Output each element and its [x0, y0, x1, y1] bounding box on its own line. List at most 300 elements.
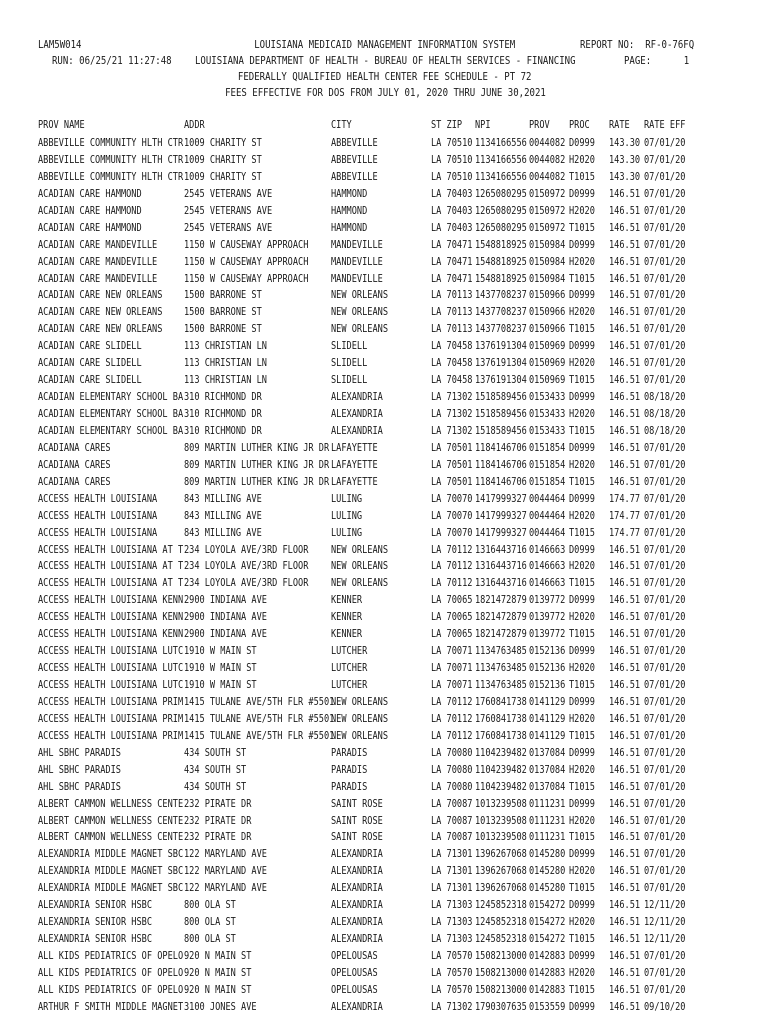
cell-addr: 1009 CHARITY ST — [184, 153, 262, 166]
cell-st-zip: LA 70080 — [431, 763, 473, 776]
cell-npi: 1508213000 — [475, 966, 527, 979]
cell-st-zip: LA 71302 — [431, 408, 473, 420]
cell-rate-eff: 07/01/20 — [644, 729, 686, 742]
cell-prov-id: 0142883 — [529, 950, 566, 962]
cell-rate: 174.77 — [609, 509, 641, 522]
cell-city: ABBEVILLE — [331, 137, 378, 149]
table-row — [38, 779, 728, 796]
cell-city: LULING — [331, 509, 363, 522]
cell-st-zip: LA 71301 — [431, 882, 473, 895]
cell-prov-name: ACADIAN CARE MANDEVILLE — [38, 238, 158, 251]
cell-addr: 113 CHRISTIAN LN — [184, 340, 267, 353]
cell-npi: 1790307635 — [475, 1000, 527, 1013]
table-row — [38, 863, 728, 880]
cell-st-zip: LA 70087 — [431, 797, 473, 810]
cell-rate-eff: 07/01/20 — [644, 306, 686, 319]
cell-prov-id: 0152136 — [529, 662, 566, 675]
cell-npi: 1396267068 — [475, 882, 527, 895]
cell-prov-name: ACADIAN CARE NEW ORLEANS — [38, 306, 163, 319]
cell-prov-name: ALL KIDS PEDIATRICS OF OPELO — [38, 966, 184, 979]
table-row — [38, 389, 728, 406]
cell-prov-id: 0153433 — [529, 424, 566, 437]
table-row — [38, 829, 728, 846]
cell-npi: 1518589456 — [475, 391, 527, 404]
cell-addr: 232 PIRATE DR — [184, 797, 252, 810]
cell-proc-code: H2020 — [569, 509, 595, 522]
cell-prov-name: ACCESS HEALTH LOUISIANA AT T — [38, 577, 184, 590]
cell-prov-id: 0154272 — [529, 916, 566, 929]
cell-prov-id: 0044082 — [529, 170, 566, 183]
cell-city: SAINT ROSE — [331, 797, 383, 810]
cell-prov-name: ALL KIDS PEDIATRICS OF OPELO — [38, 983, 184, 996]
cell-st-zip: LA 70113 — [431, 289, 473, 302]
cell-rate-eff: 07/01/20 — [644, 560, 686, 573]
cell-st-zip: LA 70570 — [431, 966, 473, 979]
cell-rate: 146.51 — [609, 374, 641, 387]
cell-rate-eff: 07/01/20 — [644, 611, 686, 624]
cell-prov-id: 0150969 — [529, 374, 566, 387]
cell-st-zip: LA 70070 — [431, 492, 473, 505]
cell-city: NEW ORLEANS — [331, 577, 389, 590]
cell-rate-eff: 07/01/20 — [644, 966, 686, 979]
cell-addr: 920 N MAIN ST — [184, 966, 252, 979]
table-row — [38, 965, 728, 982]
cell-prov-name: ACCESS HEALTH LOUISIANA — [38, 492, 158, 505]
cell-city: NEW ORLEANS — [331, 695, 389, 708]
table-row — [38, 186, 728, 203]
cell-rate-eff: 07/01/20 — [644, 797, 686, 810]
cell-st-zip: LA 70501 — [431, 441, 473, 454]
cell-proc-code: D0999 — [569, 899, 595, 912]
cell-rate: 146.51 — [609, 763, 641, 776]
cell-rate: 146.51 — [609, 340, 641, 353]
cell-npi: 1548818925 — [475, 238, 527, 251]
cell-st-zip: LA 70510 — [431, 170, 473, 183]
cell-city: LUTCHER — [331, 662, 368, 675]
cell-st-zip: LA 70065 — [431, 628, 473, 641]
cell-rate: 146.51 — [609, 204, 641, 217]
cell-prov-id: 0153433 — [529, 408, 566, 420]
cell-city: SLIDELL — [331, 374, 368, 387]
cell-proc-code: H2020 — [569, 763, 595, 776]
cell-rate-eff: 07/01/20 — [644, 662, 686, 675]
table-row — [38, 626, 728, 643]
cell-npi: 1417999327 — [475, 492, 527, 505]
cell-city: SAINT ROSE — [331, 814, 383, 827]
cell-st-zip: LA 70403 — [431, 221, 473, 234]
cell-rate: 146.51 — [609, 323, 641, 336]
cell-st-zip: LA 70071 — [431, 645, 473, 658]
cell-city: NEW ORLEANS — [331, 712, 389, 725]
cell-addr: 310 RICHMOND DR — [184, 408, 262, 420]
cell-rate-eff: 07/01/20 — [644, 475, 686, 488]
cell-prov-id: 0154272 — [529, 933, 566, 946]
cell-npi: 1184146706 — [475, 458, 527, 471]
cell-npi: 1316443716 — [475, 577, 527, 590]
table-row — [38, 406, 728, 423]
cell-st-zip: LA 70112 — [431, 729, 473, 742]
table-row — [38, 220, 728, 237]
cell-prov-id: 0137084 — [529, 780, 566, 793]
cell-addr: 1415 TULANE AVE/5TH FLR #5501 — [184, 695, 335, 708]
report-title-line-2: LOUISIANA DEPARTMENT OF HEALTH - BUREAU OF HEALTH SERVICES - FINANCING — [194, 55, 576, 67]
cell-proc-code: T1015 — [569, 526, 595, 539]
cell-rate-eff: 07/01/20 — [644, 865, 686, 878]
cell-prov-name: ARTHUR F SMITH MIDDLE MAGNET — [38, 1000, 184, 1013]
cell-city: ALEXANDRIA — [331, 865, 383, 878]
table-row — [38, 440, 728, 457]
cell-addr: 113 CHRISTIAN LN — [184, 374, 267, 387]
cell-npi: 1316443716 — [475, 560, 527, 573]
cell-city: ALEXANDRIA — [331, 424, 383, 437]
cell-addr: 2900 INDIANA AVE — [184, 611, 267, 624]
table-row — [38, 508, 728, 525]
cell-npi: 1508213000 — [475, 950, 527, 962]
report-program-id: LAM5W014 — [38, 39, 82, 51]
cell-st-zip: LA 70080 — [431, 780, 473, 793]
page-number: PAGE: 1 — [624, 55, 690, 67]
cell-rate-eff: 07/01/20 — [644, 340, 686, 353]
cell-rate: 146.51 — [609, 238, 641, 251]
cell-rate-eff: 07/01/20 — [644, 509, 686, 522]
cell-npi: 1134763485 — [475, 645, 527, 658]
cell-proc-code: H2020 — [569, 662, 595, 675]
table-row — [38, 677, 728, 694]
cell-rate: 146.51 — [609, 679, 641, 691]
cell-city: ALEXANDRIA — [331, 408, 383, 420]
cell-city: LAFAYETTE — [331, 441, 378, 454]
cell-st-zip: LA 70112 — [431, 543, 473, 556]
cell-rate: 146.51 — [609, 983, 641, 996]
cell-npi: 1376191304 — [475, 357, 527, 370]
cell-proc-code: T1015 — [569, 679, 595, 691]
cell-prov-id: 0151854 — [529, 475, 566, 488]
cell-st-zip: LA 70112 — [431, 560, 473, 573]
cell-rate: 146.51 — [609, 848, 641, 861]
cell-addr: 1910 W MAIN ST — [184, 662, 257, 675]
table-row — [38, 237, 728, 254]
cell-proc-code: H2020 — [569, 458, 595, 471]
cell-proc-code: D0999 — [569, 492, 595, 505]
cell-rate-eff: 07/01/20 — [644, 137, 686, 149]
cell-npi: 1376191304 — [475, 340, 527, 353]
cell-proc-code: H2020 — [569, 865, 595, 878]
cell-rate: 146.51 — [609, 543, 641, 556]
cell-st-zip: LA 70471 — [431, 238, 473, 251]
cell-rate: 146.51 — [609, 560, 641, 573]
cell-addr: 122 MARYLAND AVE — [184, 865, 267, 878]
cell-st-zip: LA 70403 — [431, 187, 473, 200]
cell-proc-code: H2020 — [569, 814, 595, 827]
cell-city: NEW ORLEANS — [331, 543, 389, 556]
cell-npi: 1376191304 — [475, 374, 527, 387]
cell-npi: 1013239508 — [475, 831, 527, 844]
table-row — [38, 796, 728, 813]
cell-rate: 146.51 — [609, 882, 641, 895]
cell-st-zip: LA 70112 — [431, 695, 473, 708]
cell-city: KENNER — [331, 594, 363, 607]
cell-proc-code: D0999 — [569, 594, 595, 607]
cell-npi: 1245852318 — [475, 933, 527, 946]
cell-st-zip: LA 70070 — [431, 509, 473, 522]
cell-npi: 1134763485 — [475, 662, 527, 675]
cell-st-zip: LA 71301 — [431, 865, 473, 878]
cell-addr: 843 MILLING AVE — [184, 509, 262, 522]
cell-npi: 1821472879 — [475, 611, 527, 624]
cell-prov-name: ACCESS HEALTH LOUISIANA PRIM — [38, 729, 184, 742]
table-row — [38, 304, 728, 321]
column-header-row — [38, 117, 728, 134]
cell-rate: 146.51 — [609, 865, 641, 878]
cell-prov-name: ACADIAN CARE MANDEVILLE — [38, 255, 158, 268]
cell-npi: 1104239482 — [475, 780, 527, 793]
cell-prov-name: ALEXANDRIA MIDDLE MAGNET SBC — [38, 865, 184, 878]
cell-rate-eff: 08/18/20 — [644, 391, 686, 404]
cell-prov-name: ALEXANDRIA SENIOR HSBC — [38, 933, 153, 946]
cell-prov-id: 0044464 — [529, 509, 566, 522]
cell-city: HAMMOND — [331, 187, 368, 200]
cell-proc-code: H2020 — [569, 712, 595, 725]
cell-addr: 234 LOYOLA AVE/3RD FLOOR — [184, 577, 309, 590]
table-row — [38, 575, 728, 592]
cell-prov-id: 0150984 — [529, 238, 566, 251]
cell-rate: 146.51 — [609, 746, 641, 759]
col-addr: ADDR — [184, 119, 205, 131]
cell-rate: 146.51 — [609, 255, 641, 268]
cell-addr: 232 PIRATE DR — [184, 814, 252, 827]
cell-prov-name: AHL SBHC PARADIS — [38, 763, 121, 776]
cell-rate-eff: 07/01/20 — [644, 594, 686, 607]
cell-proc-code: T1015 — [569, 983, 595, 996]
cell-prov-name: ACADIAN CARE HAMMOND — [38, 204, 142, 217]
cell-proc-code: H2020 — [569, 916, 595, 929]
cell-rate: 146.51 — [609, 357, 641, 370]
table-row — [38, 491, 728, 508]
cell-npi: 1134763485 — [475, 679, 527, 691]
table-row — [38, 813, 728, 830]
cell-st-zip: LA 70510 — [431, 137, 473, 149]
cell-prov-id: 0137084 — [529, 746, 566, 759]
cell-proc-code: D0999 — [569, 645, 595, 658]
cell-rate-eff: 07/01/20 — [644, 374, 686, 387]
cell-prov-id: 0150966 — [529, 323, 566, 336]
cell-prov-name: ACADIAN CARE HAMMOND — [38, 187, 142, 200]
cell-proc-code: H2020 — [569, 560, 595, 573]
cell-rate-eff: 07/01/20 — [644, 712, 686, 725]
cell-rate-eff: 07/01/20 — [644, 543, 686, 556]
cell-prov-id: 0150966 — [529, 306, 566, 319]
cell-addr: 2545 VETERANS AVE — [184, 221, 273, 234]
cell-rate: 146.51 — [609, 628, 641, 641]
report-title-line-1: LOUISIANA MEDICAID MANAGEMENT INFORMATION SYSTEM — [254, 39, 516, 51]
cell-proc-code: D0999 — [569, 441, 595, 454]
cell-npi: 1265080295 — [475, 187, 527, 200]
cell-st-zip: LA 70471 — [431, 255, 473, 268]
cell-rate: 143.30 — [609, 170, 641, 183]
cell-rate: 146.51 — [609, 933, 641, 946]
fee-schedule-table — [38, 135, 728, 1016]
cell-rate: 146.51 — [609, 424, 641, 437]
cell-prov-id: 0044082 — [529, 153, 566, 166]
cell-st-zip: LA 70113 — [431, 306, 473, 319]
cell-rate-eff: 07/01/20 — [644, 831, 686, 844]
cell-proc-code: T1015 — [569, 933, 595, 946]
report-number: REPORT NO: RF-0-76FQ — [580, 39, 695, 51]
cell-city: HAMMOND — [331, 221, 368, 234]
cell-rate-eff: 07/01/20 — [644, 221, 686, 234]
cell-prov-name: ACCESS HEALTH LOUISIANA PRIM — [38, 712, 184, 725]
cell-prov-id: 0151854 — [529, 441, 566, 454]
cell-npi: 1548818925 — [475, 255, 527, 268]
cell-rate-eff: 07/01/20 — [644, 848, 686, 861]
cell-city: LULING — [331, 526, 363, 539]
table-row — [38, 474, 728, 491]
cell-city: PARADIS — [331, 780, 368, 793]
cell-rate: 146.51 — [609, 1000, 641, 1013]
cell-addr: 843 MILLING AVE — [184, 492, 262, 505]
table-row — [38, 457, 728, 474]
cell-rate-eff: 07/01/20 — [644, 763, 686, 776]
cell-rate: 174.77 — [609, 526, 641, 539]
cell-addr: 2900 INDIANA AVE — [184, 628, 267, 641]
cell-proc-code: D0999 — [569, 1000, 595, 1013]
table-row — [38, 931, 728, 948]
table-row — [38, 643, 728, 660]
cell-prov-name: ACCESS HEALTH LOUISIANA LUTC — [38, 645, 184, 658]
cell-prov-id: 0141129 — [529, 712, 566, 725]
cell-rate: 146.51 — [609, 831, 641, 844]
table-row — [38, 897, 728, 914]
cell-npi: 1013239508 — [475, 814, 527, 827]
cell-city: KENNER — [331, 611, 363, 624]
col-rate-eff: RATE EFF — [644, 119, 686, 131]
cell-proc-code: T1015 — [569, 323, 595, 336]
cell-rate: 146.51 — [609, 577, 641, 590]
cell-prov-id: 0154272 — [529, 899, 566, 912]
cell-prov-id: 0044464 — [529, 492, 566, 505]
cell-st-zip: LA 71303 — [431, 916, 473, 929]
cell-rate: 146.51 — [609, 916, 641, 929]
cell-st-zip: LA 70458 — [431, 340, 473, 353]
cell-rate: 146.51 — [609, 645, 641, 658]
cell-addr: 3100 JONES AVE — [184, 1000, 257, 1013]
cell-rate-eff: 07/01/20 — [644, 492, 686, 505]
cell-city: PARADIS — [331, 763, 368, 776]
table-row — [38, 254, 728, 271]
cell-city: LULING — [331, 492, 363, 505]
cell-rate-eff: 07/01/20 — [644, 187, 686, 200]
cell-prov-name: ABBEVILLE COMMUNITY HLTH CTR — [38, 137, 184, 149]
cell-prov-id: 0146663 — [529, 577, 566, 590]
cell-proc-code: H2020 — [569, 408, 595, 420]
cell-prov-name: ABBEVILLE COMMUNITY HLTH CTR — [38, 153, 184, 166]
cell-prov-id: 0152136 — [529, 679, 566, 691]
cell-prov-name: ACADIANA CARES — [38, 441, 111, 454]
cell-addr: 920 N MAIN ST — [184, 950, 252, 962]
cell-st-zip: LA 71303 — [431, 933, 473, 946]
cell-addr: 809 MARTIN LUTHER KING JR DR — [184, 475, 330, 488]
cell-rate-eff: 07/01/20 — [644, 645, 686, 658]
cell-prov-name: ACADIAN CARE NEW ORLEANS — [38, 323, 163, 336]
table-row — [38, 558, 728, 575]
cell-rate-eff: 07/01/20 — [644, 357, 686, 370]
cell-npi: 1821472879 — [475, 594, 527, 607]
cell-prov-id: 0145280 — [529, 848, 566, 861]
cell-city: MANDEVILLE — [331, 272, 383, 285]
cell-rate: 146.51 — [609, 611, 641, 624]
cell-proc-code: D0999 — [569, 187, 595, 200]
cell-prov-name: ACCESS HEALTH LOUISIANA — [38, 509, 158, 522]
table-row — [38, 660, 728, 677]
cell-proc-code: H2020 — [569, 611, 595, 624]
cell-city: ALEXANDRIA — [331, 933, 383, 946]
cell-addr: 1009 CHARITY ST — [184, 137, 262, 149]
cell-proc-code: H2020 — [569, 357, 595, 370]
cell-npi: 1265080295 — [475, 204, 527, 217]
cell-prov-name: ACCESS HEALTH LOUISIANA KENN — [38, 594, 184, 607]
cell-rate: 146.51 — [609, 306, 641, 319]
cell-addr: 310 RICHMOND DR — [184, 424, 262, 437]
cell-prov-id: 0153433 — [529, 391, 566, 404]
cell-npi: 1417999327 — [475, 526, 527, 539]
cell-rate: 146.51 — [609, 272, 641, 285]
table-row — [38, 914, 728, 931]
cell-addr: 1150 W CAUSEWAY APPROACH — [184, 255, 309, 268]
cell-rate-eff: 08/18/20 — [644, 424, 686, 437]
cell-proc-code: H2020 — [569, 306, 595, 319]
cell-addr: 1500 BARRONE ST — [184, 306, 262, 319]
cell-addr: 2545 VETERANS AVE — [184, 187, 273, 200]
cell-npi: 1265080295 — [475, 221, 527, 234]
table-row — [38, 982, 728, 999]
cell-npi: 1437708237 — [475, 306, 527, 319]
table-row — [38, 846, 728, 863]
cell-rate-eff: 09/10/20 — [644, 1000, 686, 1013]
cell-st-zip: LA 70065 — [431, 611, 473, 624]
cell-st-zip: LA 70510 — [431, 153, 473, 166]
cell-addr: 809 MARTIN LUTHER KING JR DR — [184, 441, 330, 454]
cell-rate: 146.51 — [609, 408, 641, 420]
cell-addr: 310 RICHMOND DR — [184, 391, 262, 404]
cell-rate: 146.51 — [609, 594, 641, 607]
cell-rate: 146.51 — [609, 441, 641, 454]
cell-proc-code: T1015 — [569, 272, 595, 285]
cell-addr: 1910 W MAIN ST — [184, 645, 257, 658]
cell-addr: 1150 W CAUSEWAY APPROACH — [184, 272, 309, 285]
cell-rate-eff: 07/01/20 — [644, 170, 686, 183]
cell-proc-code: D0999 — [569, 746, 595, 759]
report-title-line-3: FEDERALLY QUALIFIED HEALTH CENTER FEE SCHEDULE - PT 72 — [238, 71, 532, 83]
cell-prov-id: 0150966 — [529, 289, 566, 302]
cell-npi: 1760841738 — [475, 729, 527, 742]
cell-prov-name: ALBERT CAMMON WELLNESS CENTE — [38, 831, 184, 844]
cell-st-zip: LA 70570 — [431, 950, 473, 962]
cell-proc-code: T1015 — [569, 628, 595, 641]
cell-prov-id: 0141129 — [529, 695, 566, 708]
cell-rate-eff: 07/01/20 — [644, 780, 686, 793]
cell-rate-eff: 07/01/20 — [644, 458, 686, 471]
cell-proc-code: T1015 — [569, 780, 595, 793]
cell-rate-eff: 07/01/20 — [644, 323, 686, 336]
cell-proc-code: T1015 — [569, 577, 595, 590]
cell-st-zip: LA 70065 — [431, 594, 473, 607]
cell-npi: 1760841738 — [475, 712, 527, 725]
cell-rate: 146.51 — [609, 475, 641, 488]
cell-prov-name: ACCESS HEALTH LOUISIANA KENN — [38, 611, 184, 624]
cell-prov-name: ACADIANA CARES — [38, 475, 111, 488]
cell-city: OPELOUSAS — [331, 966, 378, 979]
cell-prov-id: 0150984 — [529, 272, 566, 285]
